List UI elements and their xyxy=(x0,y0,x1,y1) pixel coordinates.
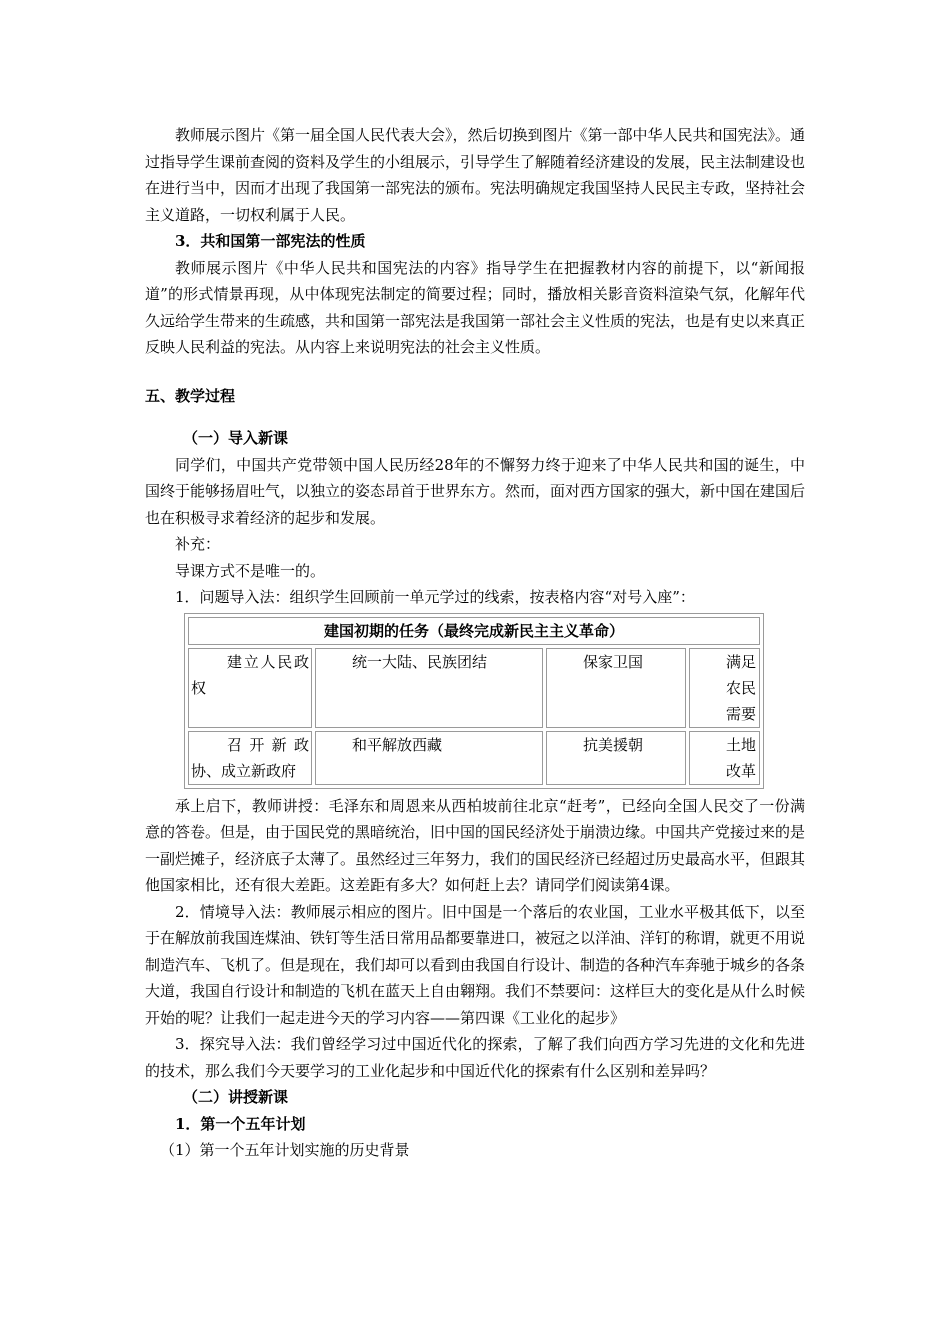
table-cell: 建立人民政权 xyxy=(188,648,312,728)
table-cell: 土地改革 xyxy=(689,731,760,785)
table-cell: 保家卫国 xyxy=(546,648,686,728)
table-row xyxy=(188,731,760,785)
document-page xyxy=(145,122,805,1164)
supplement-label: 补充： xyxy=(175,535,221,553)
subheading-new-lesson: （二）讲授新课 xyxy=(183,1088,289,1106)
table-cell: 和平解放西藏 xyxy=(315,731,543,785)
paragraph-constitution-intro: 教师展示图片《第一届全国人民代表大会》，然后切换到图片《第一部中华人民共和国宪法》。通过指导学生课前查阅的资料及学生的小组展示，引导学生了解随着经济建设的发展，民主法制建设也在进行当中，因而才出现了我国第一部宪法的颁布。宪法明确规定我国坚持人民民主专政，坚持社会主义道路，一切权利属于人民。 xyxy=(145,126,806,224)
table-cell: 召 开 新 政 协、成立新政府 xyxy=(188,731,312,785)
method-inquiry: 3．探究导入法：我们曾经学习过中国近代化的探索，了解了我们向西方学习先进的文化和先进的技术，那么我们今天要学习的工业化起步和中国近代化的探索有什么区别和差异吗？ xyxy=(145,1035,805,1080)
heading-five-year-plan: 1．第一个五年计划 xyxy=(175,1114,306,1133)
table-row xyxy=(188,648,760,728)
paragraph-intro-class: 同学们，中国共产党带领中国人民历经28年的不懈努力终于迎来了中华人民共和国的诞生，中国终于能够扬眉吐气，以独立的姿态昂首于世界东方。然而，面对西方国家的强大，新中国在建国后也在积极寻求着经济的起步和发展。 xyxy=(145,455,806,527)
table-header: 建国初期的任务（最终完成新民主主义革命） xyxy=(188,617,760,645)
heading-constitution-nature: 3．共和国第一部宪法的性质 xyxy=(175,232,366,250)
paragraph-after-table: 承上启下，教师讲授：毛泽东和周恩来从西柏坡前往北京“赶考”，已经向全国人民交了一份满意的答卷。但是，由于国民党的黑暗统治，旧中国的国民经济处于崩溃边缘。中国共产党接过来的是一副烂摊子，经济底子太薄了。虽然经过三年努力，我们的国民经济已经超过历史最高水平，但跟其他国家相比，还有很大差距。这差距有多大？如何赶上去？请同学们阅读第4课。 xyxy=(145,796,806,894)
subheading-intro-lesson: （一）导入新课 xyxy=(183,429,289,447)
method-situation: 2．情境导入法：教师展示相应的图片。旧中国是一个落后的农业国，工业水平极其低下，以至于在解放前我国连煤油、铁钉等生活日常用品都要靠进口，被冠之以洋油、洋钉的称谓，就更不用说制造汽车、飞机了。但是现在，我们却可以看到由我国自行设计、制造的各种汽车奔驰于城乡的各条大道，我国自行设计和制造的飞机在蓝天上自由翱翔。我们不禁要问：这样巨大的变化是从什么时候开始的呢？让我们一起走进今天的学习内容——第四课《工业化的起步》 xyxy=(145,902,806,1027)
section-heading-teaching-process: 五、教学过程 xyxy=(145,386,236,405)
paragraph-constitution-nature: 教师展示图片《中华人民共和国宪法的内容》指导学生在把握教材内容的前提下，以“新闻报道”的形式情景再现，从中体现宪法制定的简要过程；同时，播放相关影音资料渲染气氛，化解年代久远给学生带来的生疏感，共和国第一部宪法是我国第一部社会主义性质的宪法，也是有史以来真正反映人民利益的宪法。从内容上来说明宪法的社会主义性质。 xyxy=(145,258,806,356)
method-question: 1．问题导入法：组织学生回顾前一单元学过的线索，按表格内容“对号入座”： xyxy=(175,588,695,606)
table-cell: 满足农民需要 xyxy=(689,648,760,728)
table-header-row xyxy=(188,617,760,645)
plan-background-item: （1）第一个五年计划实施的历史背景 xyxy=(160,1141,410,1159)
supplement-text: 导课方式不是唯一的。 xyxy=(175,561,326,580)
tasks-table xyxy=(184,613,764,789)
table-cell: 抗美援朝 xyxy=(546,731,686,785)
table-cell: 统一大陆、民族团结 xyxy=(315,648,543,728)
